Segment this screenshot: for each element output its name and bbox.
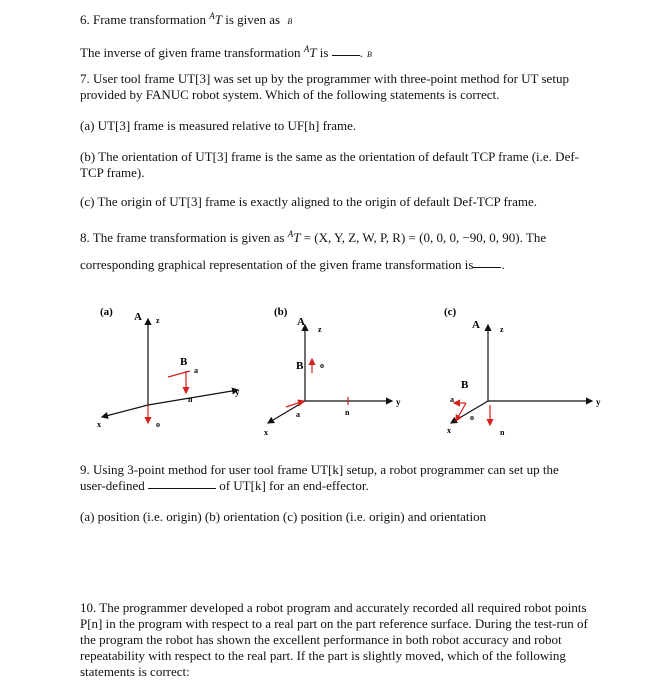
diagram-a (97, 306, 240, 429)
q7-stem: 7. User tool frame UT[3] was set up by the programmer with three-point method for UT setup provided by FANUC robot system. Which of the following statements is correct. (80, 71, 569, 102)
diagram-c (444, 306, 601, 437)
answer-blank (473, 257, 501, 268)
svg-text:y: y (396, 397, 401, 407)
svg-text:n: n (188, 395, 193, 404)
svg-text:o: o (156, 420, 160, 429)
svg-text:n: n (500, 428, 505, 437)
svg-text:x: x (97, 420, 101, 429)
q10-stem: 10. The programmer developed a robot program and accurately recorded all required robot points P[n] in the program with respect to a real part on the part reference surface. During the test-run of the program the robot has shown the excellent performance in both robot accuracy and robot repeatability with respect to the real part. If the part is slightly moved, which of the following statements is correct: (80, 600, 588, 679)
svg-text:z: z (156, 316, 160, 325)
q7-option-a: (a) UT[3] frame is measured relative to UF[h] frame. (80, 118, 357, 133)
q9-line1: 9. Using 3-point method for user tool frame UT[k] setup, a robot programmer can set up the (80, 462, 559, 477)
svg-text:z: z (318, 325, 322, 334)
svg-text:y: y (235, 387, 240, 397)
diagram-a-label: (a) (100, 306, 113, 318)
q8-line1: 8. The frame transformation is given as $^A$T = (X, Y, Z, W, P, R) = (0, 0, 0, −90, 0, 90). The (80, 229, 547, 245)
svg-text:o: o (470, 413, 474, 422)
answer-blank (148, 478, 216, 489)
q6-line1: 6. Frame transformation $^A$T is given as B (80, 11, 293, 27)
superscript-A: A (209, 11, 215, 21)
svg-text:x: x (264, 428, 268, 437)
svg-text:B: B (180, 356, 188, 368)
svg-text:y: y (596, 397, 601, 407)
q9-line2: user-defined of UT[k] for an end-effector. (80, 478, 369, 493)
q8-line2: corresponding graphical representation of the given frame transformation is . (80, 257, 505, 272)
frame-diagrams (0, 295, 672, 455)
svg-text:A: A (472, 319, 480, 331)
svg-text:a: a (194, 366, 198, 375)
svg-text:A: A (134, 311, 142, 323)
q7-option-c: (c) The origin of UT[3] frame is exactly aligned to the origin of default Def-TCP frame. (80, 194, 538, 209)
q6-line2: The inverse of given frame transformation $^A$T is . B (80, 44, 372, 60)
svg-text:n: n (345, 408, 350, 417)
q9-options: (a) position (i.e. origin) (b) orientation (c) position (i.e. origin) and orientation (80, 509, 487, 524)
svg-text:z: z (500, 325, 504, 334)
svg-text:B: B (296, 360, 304, 372)
svg-text:a: a (296, 410, 300, 419)
svg-text:a: a (450, 395, 454, 404)
diagram-b-label: (b) (274, 306, 288, 318)
q7-option-b: (b) The orientation of UT[3] frame is the same as the orientation of default TCP frame (i.e. Def-TCP frame). (80, 149, 580, 180)
svg-text:A: A (297, 316, 305, 328)
svg-text:o: o (320, 361, 324, 370)
svg-text:x: x (447, 426, 451, 435)
diagram-b (264, 306, 401, 437)
answer-blank (332, 45, 360, 56)
diagram-c-label: (c) (444, 306, 457, 318)
svg-text:B: B (461, 379, 469, 391)
